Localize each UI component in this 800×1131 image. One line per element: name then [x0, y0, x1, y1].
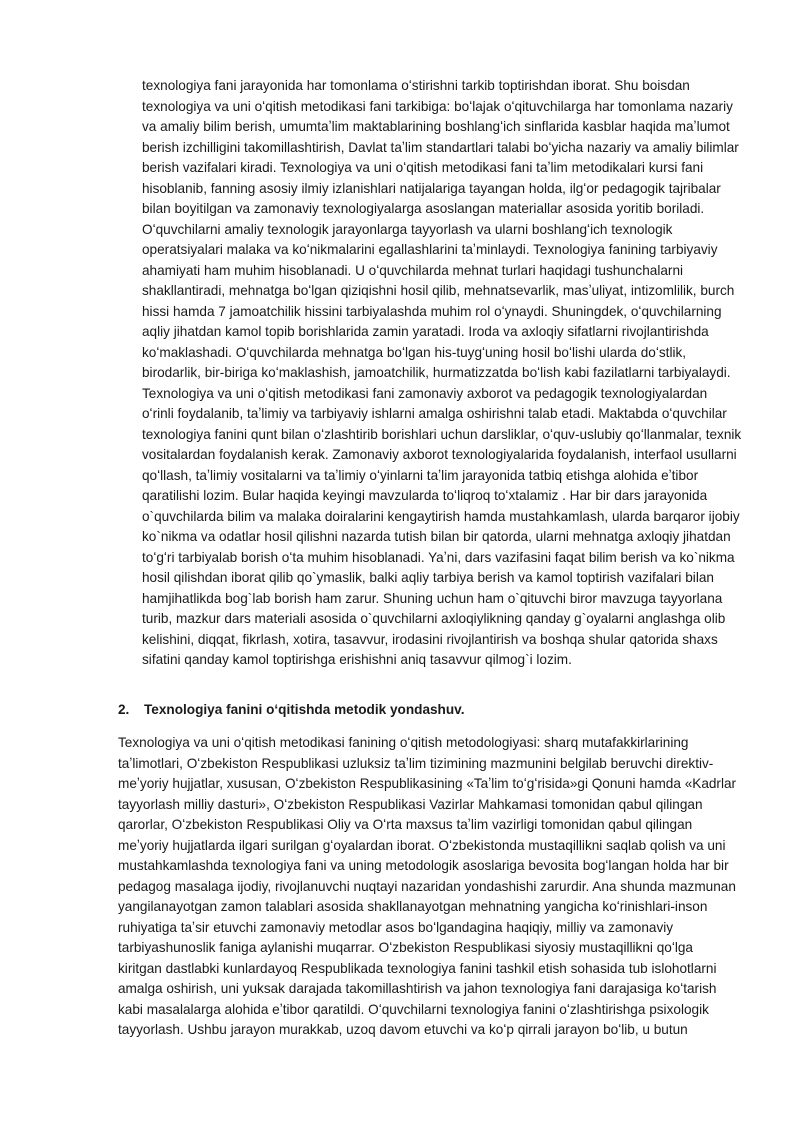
body-paragraph: texnologiya fani jarayonida har tomonlama oʻstirishni tarkib toptirishdan iborat. Shu boisdan texnologiya va uni oʻqitish metodikasi fani tarkibiga: boʻlajak oʻqituvchilarga har tomonlama nazariy va amaliy bilim berish, umumtaʼlim maktablarining boshlangʻich sinflarida kasblar haqida maʼlumot berish izchilligini takomillashtirish, Davlat taʼlim standartlari talabi boʻyicha nazariy va amaliy bilimlar berish vazifalari kiradi. Texnologiya va uni oʻqitish metodikasi fani taʼlim metodikalari kursi fani hisoblanib, fanning asosiy ilmiy izlanishlari natijalariga tayangan holda, ilgʻor pedagogik tajribalar bilan boyitilgan va zamonaviy texnologiyalarga asoslangan materiallar asosida yoritib boriladi. Oʻquvchilarni amaliy texnologik jarayonlarga tayyorlash va ularni boshlangʻich texnologik operatsiyalari malaka va koʻnikmalarini egallashlarini taʼminlaydi. Texnologiya fanining tarbiyaviy ahamiyati ham muhim hisoblanadi. U oʻquvchilarda mehnat turlari haqidagi tushunchalarni shakllantiradi, mehnatga boʻlgan qiziqishni hosil qilib, mehnatsevarlik, masʼuliyat, intizomlilik, burch hissi hamda 7 jamoatchilik hissini tarbiyalashda muhim rol oʻynaydi. Shuningdek, oʻquvchilarning aqliy jihatdan kamol topib borishlarida zamin yaratadi. Iroda va axloqiy sifatlarni rivojlantirishda koʻmaklashadi. Oʻquvchilarda mehnatga boʻlgan his-tuygʻuning hosil boʻlishi ularda doʻstlik, birodarlik, bir-biriga koʻmaklashish, jamoatchilik, hurmatizzatda boʻlish kabi fazilatlarni tarbiyalaydi. Texnologiya va uni oʻqitish metodikasi fani zamonaviy axborot va pedagogik texnologiyalardan oʻrinli foydalanib, taʼlimiy va tarbiyaviy ishlarni amalga oshirishni talab etadi. Maktabda oʻquvchilar texnologiya fanini qunt bilan oʻzlashtirib borishlari uchun darsliklar, oʻquv-uslubiy qoʻllanmalar, texnik vositalardan foydalanish kerak. Zamonaviy axborot texnologiyalarida foydalanish, interfaol usullarni qoʻllash, taʼlimiy vositalarni va taʼlimiy oʻyinlarni taʼlim jarayonida tatbiq etishga alohida eʼtibor qaratilishi lozim. Bular haqida keyingi mavzularda toʻliqroq toʻxtalamiz . Har bir dars jarayonida o`quvchilarda bilim va malaka doiralarini kengaytirish hamda mustahkamlash, ularda barqaror ijobiy ko`nikma va odatlar hosil qilishni nazarda tutish bilan bir qatorda, ularni mehnatga axloqiy jihatdan toʻgʻri tarbiyalab borish oʻta muhim hisoblanadi. Yaʼni, dars vazifasini faqat bilim berish va ko`nikma hosil qilishdan iborat qilib qo`ymaslik, balki aqliy tarbiya berish va kamol toptirish vazifalari bilan hamjihatlikda bog`lab borish ham zarur. Shuning uchun ham o`qituvchi biror mavzuga tayyorlana turib, mazkur dars materiali asosida o`quvchilarni axloqiylikning qanday g`oyalarni anglashga olib kelishini, diqqat, fikrlash, xotira, tasavvur, irodasini rivojlantirish va boshqa shular qatorida shaxs sifatini qanday kamol toptirishga erishishni aniq tasavvur qilmog`i lozim. [142, 78, 742, 667]
body-paragraph: Texnologiya va uni oʻqitish metodikasi fanining oʻqitish metodologiyasi: sharq mutafakkirlarining taʼlimotlari, Oʻzbekiston Respublikasi uzluksiz taʼlim tizimining mazmunini belgilab beruvchi direktiv-meʼyoriy hujjatlar, xususan, Oʻzbekiston Respublikasining «Taʼlim toʻgʻrisida»gi Qonuni hamda «Kadrlar tayyorlash milliy dasturi», Oʻzbekiston Respublikasi Vazirlar Mahkamasi tomonidan qabul qilingan qarorlar, Oʻzbekiston Respublikasi Oliy va Oʻrta maxsus taʼlim vazirligi tomonidan qabul qilingan meʼyoriy hujjatlarda ilgari surilgan gʻoyalardan iborat. Oʻzbekistonda mustaqillikni saqlab qolish va uni mustahkamlashda texnologiya fani va uning metodologik asoslariga bevosita bogʻlangan holda har bir pedagog masalaga ijodiy, rivojlanuvchi nuqtayi nazaridan yondashishi zarurdir. Ana shunda mazmunan yangilanayotgan zamon talablari asosida shakllanayotgan mehnatning yangicha koʻrinishlari-inson ruhiyatiga taʼsir etuvchi zamonaviy metodlar asos boʻlgandagina haqiqiy, milliy va zamonaviy tarbiyashunoslik faniga aylanishi muqarrar. Oʻzbekiston Respublikasi siyosiy mustaqillikni qoʻlga kiritgan dastlabki kunlardayoq Respublikada texnologiya fanini tashkil etish sohasida tub islohotlarni amalga oshirish, uni yuksak darajada takomillashtirish va jahon texnologiya fani darajasiga koʻtarish kabi masalalarga alohida eʼtibor qaratildi. Oʻquvchilarni texnologiya fanini oʻzlashtirishga psixologik tayyorlash. Ushbu jarayon murakkab, uzoq davom etuvchi va koʻp qirrali jarayon boʻlib, u butun [118, 735, 737, 1037]
section-heading [118, 700, 738, 720]
section-title: Texnologiya fanini oʻqitishda metodik yondashuv. [144, 702, 465, 717]
section-number: 2. [118, 702, 130, 717]
